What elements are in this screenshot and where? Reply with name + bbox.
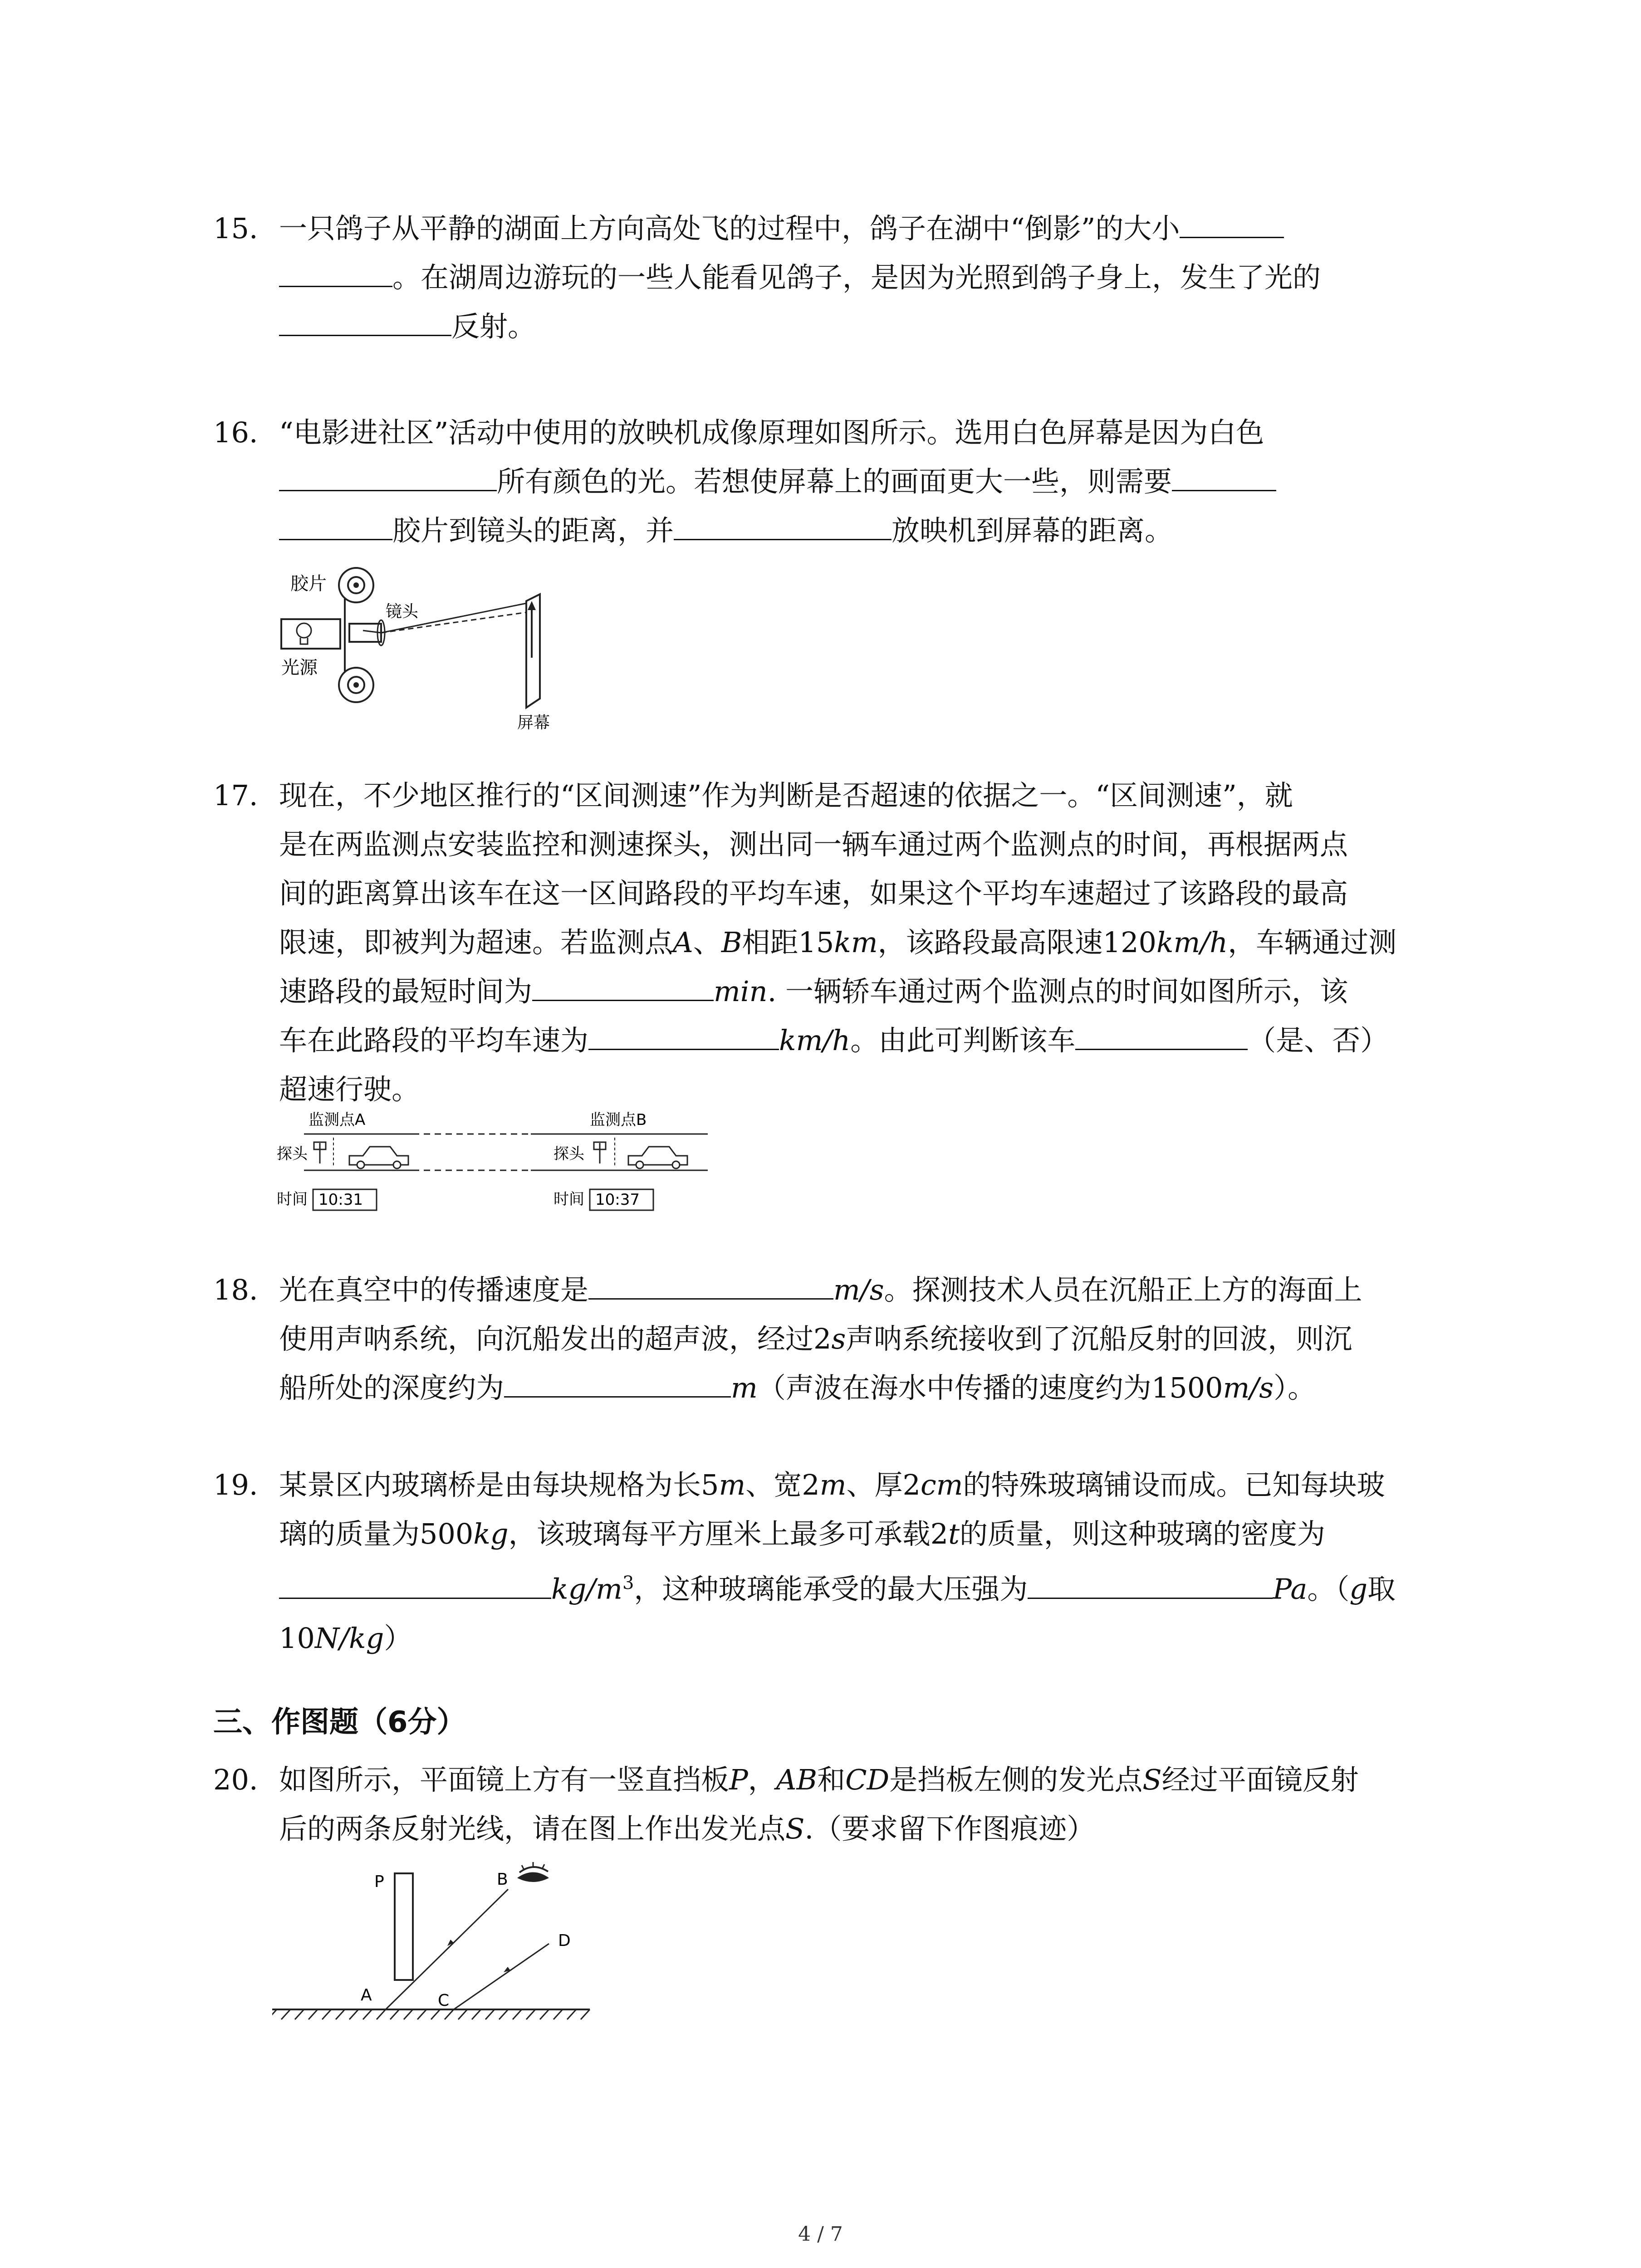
answer-blank[interactable] xyxy=(674,512,892,540)
question-number: 16. xyxy=(213,416,258,449)
text-line: 间的距离算出该车在这一区间路段的平均车速，如果这个平均车速超过了该路段的最高 xyxy=(279,877,1348,910)
answer-blank[interactable] xyxy=(1075,1022,1248,1050)
answer-blank[interactable] xyxy=(588,1271,833,1300)
answer-blank[interactable] xyxy=(504,1369,731,1398)
text-line: 所有颜色的光。若想使屏幕上的画面更大一些，则需要 xyxy=(279,457,1440,506)
text-line: 反射。 xyxy=(279,302,1440,351)
mirror-hatching xyxy=(272,2009,590,2019)
text-line: 某景区内玻璃桥是由每块规格为长5m、宽2m、厚2cm的特殊玻璃铺设而成。已知每块玻 xyxy=(279,1468,1385,1501)
time-a: 10:31 xyxy=(318,1191,363,1209)
point-b-label: 监测点B xyxy=(590,1111,647,1129)
projector-figure xyxy=(272,562,617,735)
page-number: 4 / 7 xyxy=(798,2223,843,2246)
question-number: 18. xyxy=(213,1273,258,1306)
car-icon xyxy=(349,1147,408,1168)
text-line: 。在湖周边游玩的一些人能看见鸽子，是因为光照到鸽子身上，发生了光的 xyxy=(279,253,1440,302)
answer-blank[interactable] xyxy=(588,1022,779,1050)
probe-label-a: 探头 xyxy=(277,1145,308,1163)
mirror-figure xyxy=(272,1860,617,2032)
car-icon xyxy=(628,1147,687,1168)
text-line: 是在两监测点安装监控和测速探头，测出同一辆车通过两个监测点的时间，再根据两点 xyxy=(279,828,1348,861)
text-line: 一只鸽子从平静的湖面上方向高处飞的过程中，鸽子在湖中“倒影”的大小 xyxy=(279,204,1440,253)
ray-cd[interactable] xyxy=(454,1944,549,2009)
label-d: D xyxy=(558,1931,571,1950)
answer-blank[interactable] xyxy=(279,308,451,336)
question-number: 20. xyxy=(213,1763,258,1796)
text-line: 车在此路段的平均车速为 km/h。由此可判断该车 （是、否） xyxy=(279,1016,1440,1065)
answer-blank[interactable] xyxy=(1172,463,1276,491)
point-a-label: 监测点A xyxy=(309,1111,366,1129)
text-line: 胶片到镜头的距离，并 放映机到屏幕的距离。 xyxy=(279,506,1440,555)
bulb-icon xyxy=(297,623,311,638)
light-label: 光源 xyxy=(281,657,318,678)
question-number: 15. xyxy=(213,212,258,245)
baffle-p[interactable] xyxy=(395,1873,413,1980)
text-line: 速路段的最短时间为 min. 一辆轿车通过两个监测点的时间如图所示，该 xyxy=(279,967,1440,1016)
answer-blank[interactable] xyxy=(279,463,497,491)
camera-icon xyxy=(594,1142,606,1163)
lens-label: 镜头 xyxy=(386,602,419,621)
answer-blank[interactable] xyxy=(279,1570,551,1599)
text-line: 后的两条反射光线，请在图上作出发光点S.（要求留下作图痕迹） xyxy=(279,1812,1095,1845)
camera-icon xyxy=(314,1142,326,1163)
answer-blank[interactable] xyxy=(1028,1570,1273,1599)
text-line: 璃的质量为500kg，该玻璃每平方厘米上最多可承载2t的质量，则这种玻璃的密度为 xyxy=(279,1517,1325,1550)
screen xyxy=(526,594,540,708)
probe-label-b: 探头 xyxy=(554,1145,584,1163)
label-p: P xyxy=(374,1872,384,1891)
section-title: 三、作图题（6分） xyxy=(213,1706,466,1739)
answer-blank[interactable] xyxy=(1180,210,1284,238)
text-line: 光在真空中的传播速度是 m/s。探测技术人员在沉船正上方的海面上 xyxy=(279,1266,1440,1315)
text-line: 使用声呐系统，向沉船发出的超声波，经过2s声呐系统接收到了沉船反射的回波，则沉 xyxy=(279,1322,1352,1355)
text-line: 超速行驶。 xyxy=(279,1073,420,1106)
time-label-a: 时间 xyxy=(277,1190,308,1208)
speed-monitor-figure xyxy=(277,1107,712,1229)
label-c: C xyxy=(438,1991,450,2010)
film-label: 胶片 xyxy=(290,573,327,594)
text-line: 如图所示，平面镜上方有一竖直挡板P，AB和CD是挡板左侧的发光点S经过平面镜反射 xyxy=(279,1763,1359,1796)
answer-blank[interactable] xyxy=(279,259,392,287)
text-line: $kg/m^3$，这种玻璃能承受的最大压强为 Pa。（g取 xyxy=(279,1559,1440,1614)
time-label-b: 时间 xyxy=(554,1190,584,1208)
text-line: 限速，即被判为超速。若监测点A、B相距15km，该路段最高限速120km/h，车辆通过测 xyxy=(279,926,1397,959)
answer-blank[interactable] xyxy=(279,512,392,540)
eye-icon xyxy=(517,1862,549,1882)
label-b: B xyxy=(497,1870,508,1889)
question-number: 17. xyxy=(213,779,258,812)
text-line: 现在，不少地区推行的“区间测速”作为判断是否超速的依据之一。“区间测速”，就 xyxy=(279,779,1293,812)
time-b: 10:37 xyxy=(595,1191,640,1209)
text-line: 船所处的深度约为 m（声波在海水中传播的速度约为1500m/s）。 xyxy=(279,1364,1440,1413)
text-line: “电影进社区”活动中使用的放映机成像原理如图所示。选用白色屏幕是因为白色 xyxy=(279,416,1264,449)
label-a: A xyxy=(361,1986,372,2004)
question-number: 19. xyxy=(213,1468,258,1501)
text-line: 10N/kg） xyxy=(279,1621,412,1655)
answer-blank[interactable] xyxy=(532,973,714,1001)
screen-label: 屏幕 xyxy=(517,714,550,732)
